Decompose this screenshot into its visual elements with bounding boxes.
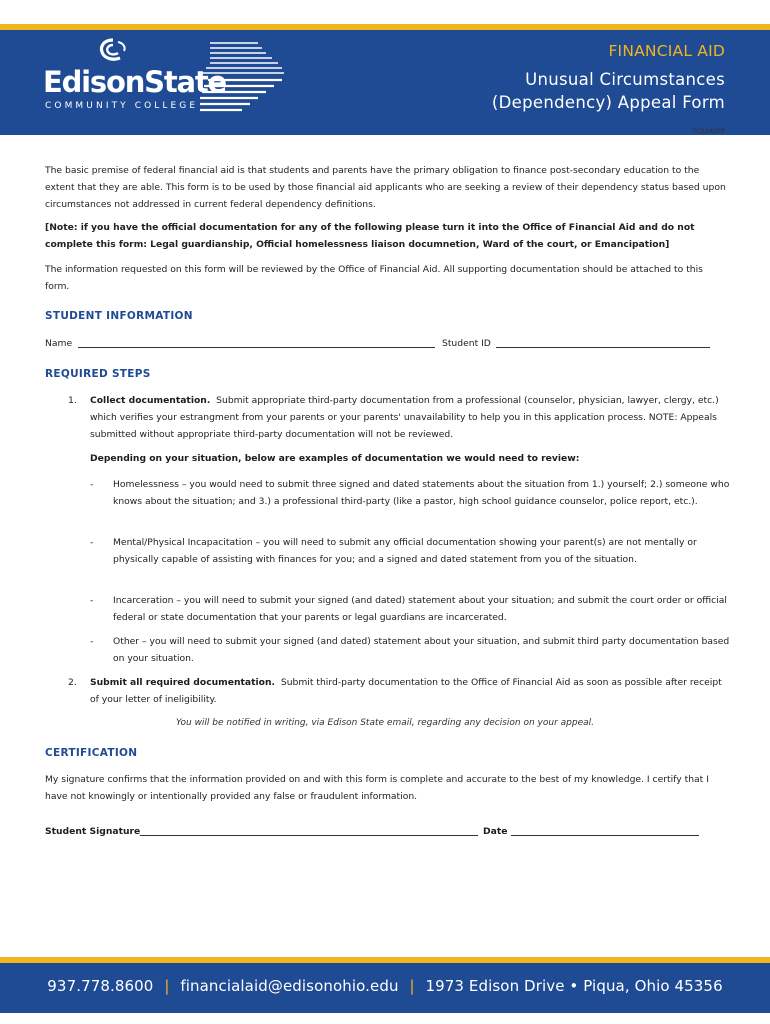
form-code: FCXXADEP: [693, 128, 725, 135]
bullet-homelessness: Homelessness – you would need to submit three signed and dated statements about the situation from 1.) yourself; 2.) someone who knows about the situation; and 3.) a professional third-party (like a pastor, high school guidance counselor, police report, etc.).: [113, 479, 730, 507]
bullet-marker: -: [90, 479, 94, 490]
signature-label: Student Signature: [45, 826, 141, 837]
step-2-number: 2.: [68, 677, 77, 688]
bullet-incarceration: Incarceration – you will need to submit your signed (and dated) statement about your situation; and submit the court order or official federal or state documentation that your parents or legal guardians are incarcerated.: [113, 595, 727, 623]
step-2-text: [90, 674, 730, 708]
step-1-title: Collect documentation.: [90, 395, 211, 406]
required-steps-heading: REQUIRED STEPS: [45, 368, 151, 380]
footer-address: 1973 Edison Drive • Piqua, Ohio 45356: [425, 977, 723, 995]
intro-paragraph: The basic premise of federal financial aid is that students and parents have the primary obligation to finance post-secondary education to the extent that they are able. This form is to be used by those financial aid applicants who are seeking a review of their dependency status based upon circumstances not addressed in current federal dependency definitions.: [45, 165, 726, 210]
name-label: Name: [45, 338, 73, 349]
step-2-title: Submit all required documentation.: [90, 677, 276, 688]
student-id-field[interactable]: [496, 338, 710, 348]
signature-field[interactable]: [140, 826, 478, 836]
student-info-heading: STUDENT INFORMATION: [45, 310, 193, 322]
edison-swirl-icon: [98, 38, 128, 64]
logo-wordmark: EdisonState: [43, 65, 226, 99]
step-1-text: [90, 392, 730, 443]
signature-row: [45, 826, 730, 842]
bullet-other: Other – you will need to submit your signed (and dated) statement about your situation, and submit third party documentation based on your situation.: [113, 636, 730, 664]
name-field[interactable]: [78, 338, 435, 348]
logo-lines-graphic: [198, 40, 294, 118]
bullet-marker: -: [90, 636, 94, 647]
intro-review-paragraph: The information requested on this form will be reviewed by the Office of Financial Aid. All supporting documentation should be attached to this form.: [45, 264, 703, 292]
footer-separator: |: [164, 977, 170, 995]
page-header: [0, 30, 770, 135]
date-label: Date: [483, 826, 508, 837]
student-info-row: [45, 338, 730, 354]
form-title-line-2: (Dependency) Appeal Form: [491, 93, 725, 112]
bullet-marker: -: [90, 537, 94, 548]
certification-heading: CERTIFICATION: [45, 747, 138, 759]
examples-heading: Depending on your situation, below are examples of documentation we would need to review:: [90, 453, 580, 464]
logo-subtitle: COMMUNITY COLLEGE: [45, 101, 199, 111]
footer-separator: |: [409, 977, 415, 995]
intro-note: [Note: if you have the official documentation for any of the following please turn it into the Office of Financial Aid and do not complete this form: Legal guardianship, Official homelessness liaison documnetion, Ward of the court, or Emancipation]: [45, 222, 695, 250]
bullet-incapacitation: Mental/Physical Incapacitation – you will need to submit any official documentation showing your parent(s) are not mentally or physically capable of assisting with finances for you; and a signed and dated statement from you of the situation.: [113, 537, 697, 565]
department-label: FINANCIAL AID: [608, 42, 725, 60]
notification-note: You will be notified in writing, via Edison State email, regarding any decision on your appeal.: [175, 718, 594, 728]
student-id-label: Student ID: [442, 338, 491, 349]
page-footer: [0, 963, 770, 1013]
footer-contact: [0, 977, 770, 995]
certification-text: My signature confirms that the information provided on and with this form is complete and accurate to the best of my knowledge. I certify that I have not knowingly or intentionally provided any false or fraudulent information.: [45, 774, 709, 802]
form-title-line-1: Unusual Circumstances: [525, 70, 725, 89]
footer-phone: 937.778.8600: [47, 977, 154, 995]
step-2-description: Submit third-party documentation to the Office of Financial Aid as soon as possible after receipt of your letter of ineligibility.: [90, 677, 722, 705]
footer-email: financialaid@edisonohio.edu: [180, 977, 399, 995]
step-1-description: Submit appropriate third-party documentation from a professional (counselor, physician, lawyer, clergy, etc.) which verifies your estrangment from your parents or your parents' unavailability to help you in this application process. NOTE: Appeals submitted without appropriate third-party documentation will not be reviewed.: [90, 395, 719, 440]
step-1-number: 1.: [68, 395, 77, 406]
bullet-marker: -: [90, 595, 94, 606]
date-field[interactable]: [511, 826, 699, 836]
